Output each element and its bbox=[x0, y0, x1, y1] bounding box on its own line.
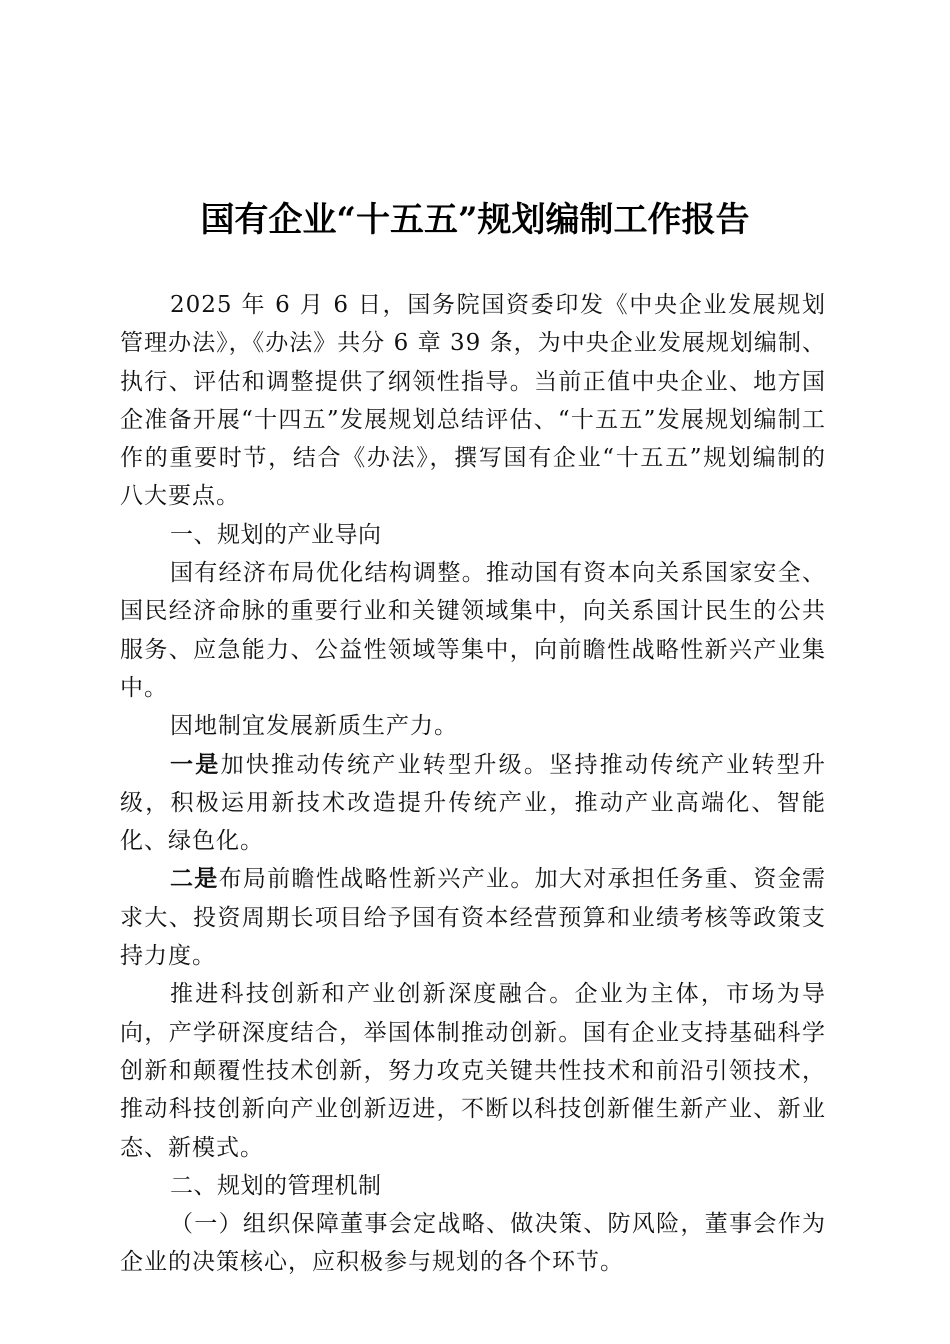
section-2-paragraph-1: （一）组织保障董事会定战略、做决策、防风险，董事会作为企业的决策核心，应积极参与规划的各个环节。 bbox=[120, 1211, 826, 1276]
section-2-heading: 二、规划的管理机制 bbox=[170, 1172, 382, 1199]
intro-paragraph: 2025 年 6 月 6 日，国务院国资委印发《中央企业发展规划管理办法》，《办法》共分 6 章 39 条，为中央企业发展规划编制、执行、评估和调整提供了纲领性指导。当前正值中央企业、地方国企准备开展“十四五”发展规划总结评估、“十五五”发展规划编制工作的重要时节，结合《办法》，撰写国有企业“十五五”规划编制的八大要点。 bbox=[120, 292, 826, 510]
section-1-heading: 一、规划的产业导向 bbox=[170, 521, 382, 548]
point-1-lead: 一是 bbox=[170, 751, 221, 778]
point-2-lead: 二是 bbox=[170, 866, 219, 893]
document-title: 国有企业“十五五”规划编制工作报告 bbox=[200, 200, 750, 240]
section-1-point-1 bbox=[120, 746, 826, 861]
document-body bbox=[120, 286, 826, 1282]
point-2-text: 布局前瞻性战略性新兴产业。加大对承担任务重、资金需求大、投资周期长项目给予国有资本经营预算和业绩考核等政策支持力度。 bbox=[120, 866, 827, 970]
section-1-paragraph-2: 因地制宜发展新质生产力。 bbox=[170, 713, 458, 740]
section-1-paragraph-1: 国有经济布局优化结构调整。推动国有资本向关系国家安全、国民经济命脉的重要行业和关键领域集中，向关系国计民生的公共服务、应急能力、公益性领域等集中，向前瞻性战略性新兴产业集中。 bbox=[120, 560, 826, 701]
section-1-point-2 bbox=[120, 860, 826, 975]
point-1-text: 加快推动传统产业转型升级。坚持推动传统产业转型升级，积极运用新技术改造提升传统产业，推动产业高端化、智能化、绿色化。 bbox=[120, 751, 827, 855]
section-1-paragraph-3: 推进科技创新和产业创新深度融合。企业为主体，市场为导向，产学研深度结合，举国体制推动创新。国有企业支持基础科学创新和颠覆性技术创新，努力攻克关键共性技术和前沿引领技术，推动科技创新向产业创新迈进，不断以科技创新催生新产业、新业态、新模式。 bbox=[120, 981, 826, 1161]
